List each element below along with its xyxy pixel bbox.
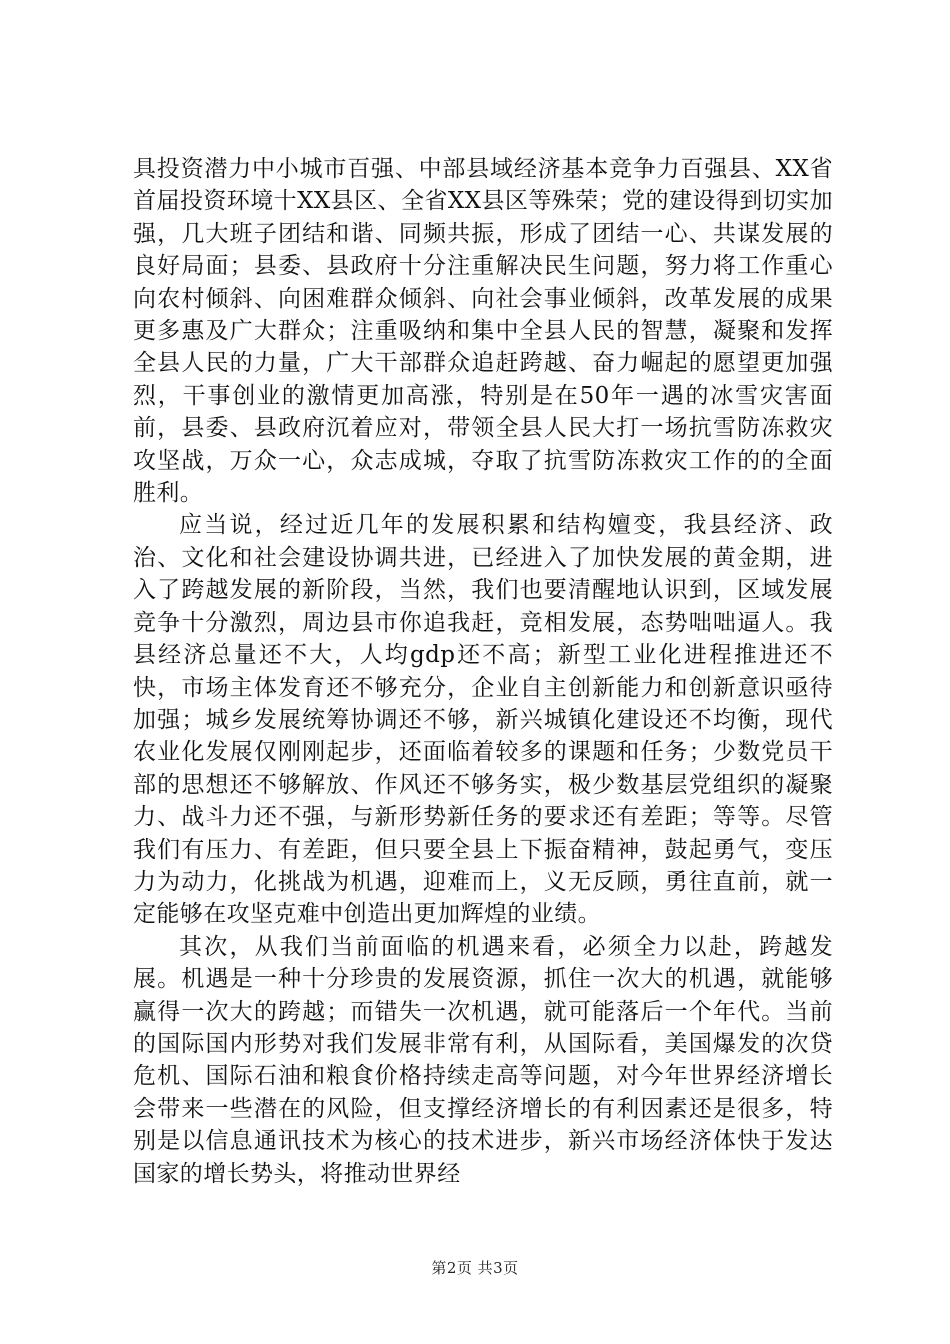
page-footer: 第2页 共3页 bbox=[431, 1259, 519, 1277]
paragraph-1: 具投资潜力中小城市百强、中部县域经济基本竞争力百强县、XX省首届投资环境十XX县区、全省XX县区等殊荣；党的建设得到切实加强，几大班子团结和谐、同频共振，形成了团结一心、共谋发展的良好局面；县委、县政府十分注重解决民生问题，努力将工作重心向农村倾斜、向困难群众倾斜、向社会事业倾斜，改革发展的成果更多惠及广大群众；注重吸纳和集中全县人民的智慧，凝聚和发挥全县人民的力量，广大干部群众追赶跨越、奋力崛起的愿望更加强烈，干事创业的激情更加高涨，特别是在50年一遇的冰雪灾害面前，县委、县政府沉着应对，带领全县人民大打一场抗雪防冻救灾攻坚战，万众一心，众志成城，夺取了抗雪防冻救灾工作的的全面胜利。 bbox=[133, 156, 833, 507]
document-body bbox=[133, 153, 833, 1190]
paragraph-2: 应当说，经过近几年的发展积累和结构嬗变，我县经济、政治、文化和社会建设协调共进，已经进入了加快发展的黄金期，进入了跨越发展的新阶段，当然，我们也要清醒地认识到，区域发展竞争十分激烈，周边县市你追我赶，竞相发展，态势咄咄逼人。我县经济总量还不大，人均gdp还不高；新型工业化进程推进还不快，市场主体发育还不够充分，企业自主创新能力和创新意识亟待加强；城乡发展统筹协调还不够，新兴城镇化建设还不均衡，现代农业化发展仅刚刚起步，还面临着较多的课题和任务；少数党员干部的思想还不够解放、作风还不够务实，极少数基层党组织的凝聚力、战斗力还不强，与新形势新任务的要求还有差距；等等。尽管我们有压力、有差距，但只要全县上下振奋精神，鼓起勇气，变压力为动力，化挑战为机遇，迎难而上，义无反顾，勇往直前，就一定能够在攻坚克难中创造出更加辉煌的业绩。 bbox=[133, 512, 833, 928]
paragraph-3: 其次，从我们当前面临的机遇来看，必须全力以赴，跨越发展。机遇是一种十分珍贵的发展资源，抓住一次大的机遇，就能够赢得一次大的跨越；而错失一次机遇，就可能落后一个年代。当前的国际国内形势对我们发展非常有利，从国际看，美国爆发的次贷危机、国际石油和粮食价格持续走高等问题，对今年世界经济增长会带来一些潜在的风险，但支撑经济增长的有利因素还是很多，特别是以信息通讯技术为核心的技术进步，新兴市场经济体快于发达国家的增长势头，将推动世界经 bbox=[133, 933, 833, 1187]
